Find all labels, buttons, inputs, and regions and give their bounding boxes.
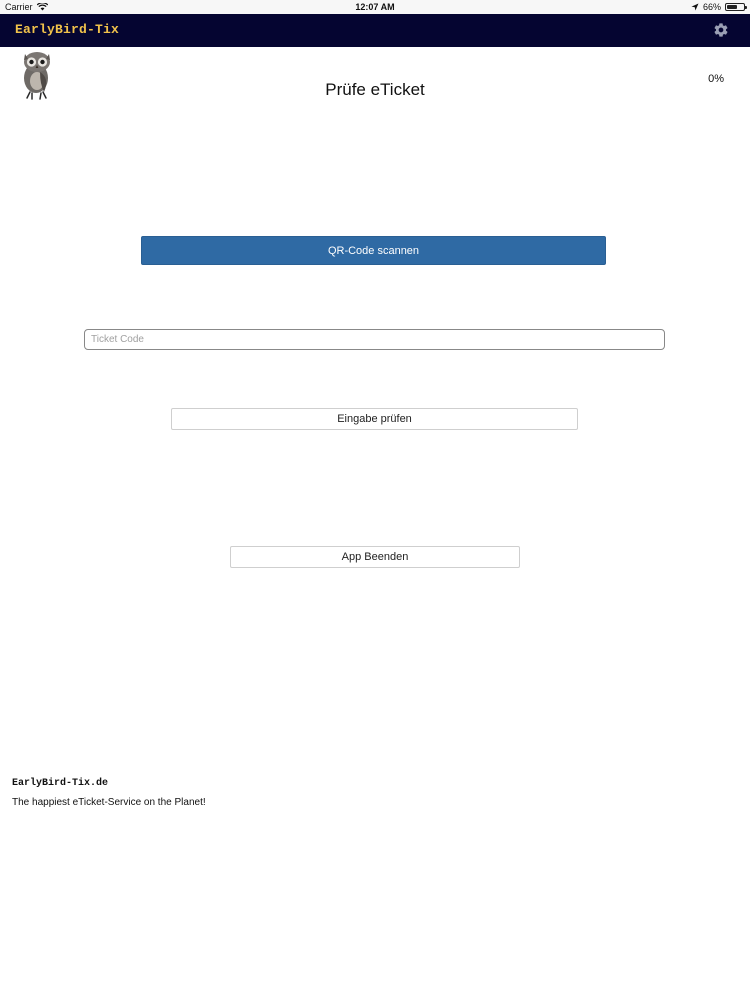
battery-percent: 66% — [702, 2, 721, 12]
footer-site: EarlyBird-Tix.de — [12, 778, 109, 789]
footer-tagline: The happiest eTicket-Service on the Planet! — [12, 797, 206, 808]
scan-qr-button[interactable]: QR-Code scannen — [141, 236, 606, 265]
progress-percent: 0% — [708, 73, 724, 85]
gear-icon[interactable] — [713, 22, 729, 38]
ticket-code-input[interactable] — [84, 329, 665, 350]
battery-icon — [725, 3, 745, 11]
exit-app-button[interactable]: App Beenden — [230, 546, 520, 568]
navbar — [0, 14, 750, 47]
carrier-label: Carrier — [5, 2, 33, 12]
status-bar — [0, 0, 750, 14]
brand-title: EarlyBird-Tix — [15, 22, 120, 37]
status-right — [691, 2, 745, 12]
check-input-button[interactable]: Eingabe prüfen — [171, 408, 578, 430]
page-title: Prüfe eTicket — [325, 80, 425, 99]
location-arrow-icon — [691, 3, 699, 11]
battery-level — [727, 5, 737, 9]
clock: 12:07 AM — [355, 2, 395, 12]
